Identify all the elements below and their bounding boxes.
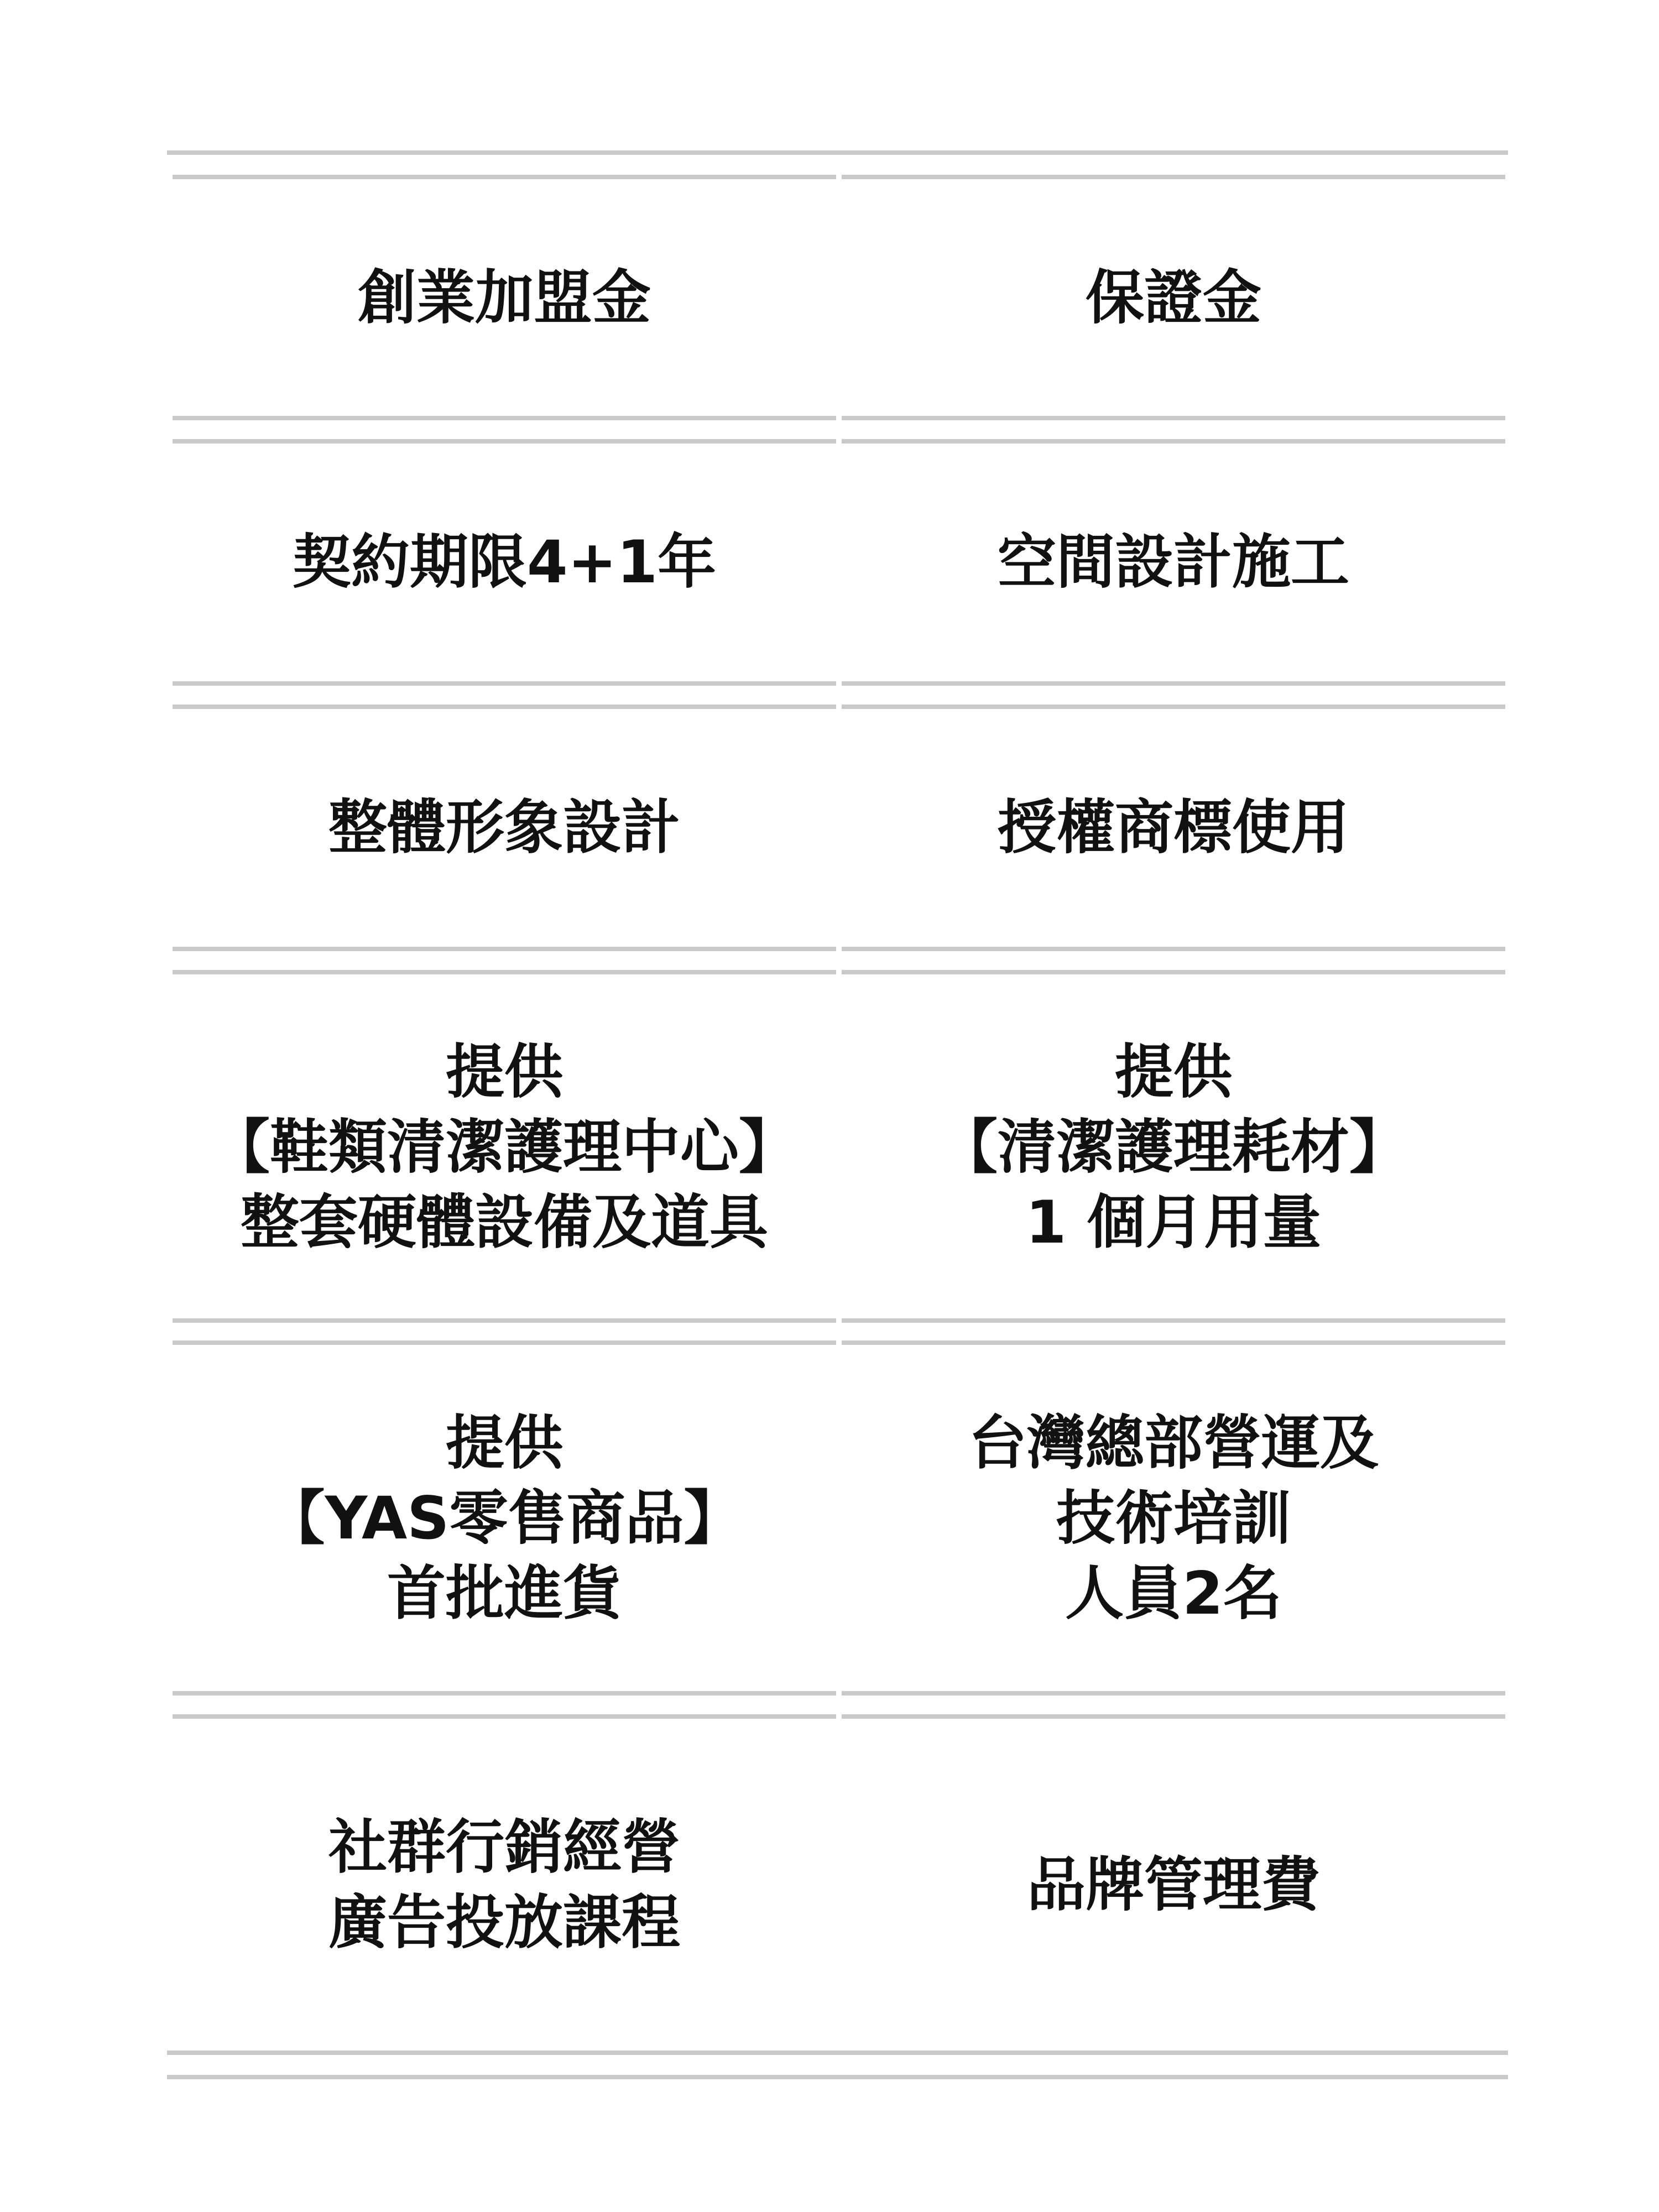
cell-text: 技術培訓 bbox=[1056, 1484, 1291, 1552]
row-divider bbox=[173, 416, 836, 420]
row-divider bbox=[842, 1340, 1505, 1345]
row-divider bbox=[842, 1691, 1505, 1695]
row-divider bbox=[842, 1318, 1505, 1323]
row-divider bbox=[842, 705, 1505, 709]
row-divider bbox=[173, 439, 836, 444]
cell-text: 社群行銷經營 bbox=[328, 1813, 680, 1881]
cell-text: 空間設計施工 bbox=[998, 528, 1349, 596]
cell-text: 整體形象設計 bbox=[328, 794, 680, 862]
table-cell bbox=[173, 709, 836, 947]
cell-text: 提供 bbox=[446, 1038, 563, 1106]
cell-text: 人員2名 bbox=[1065, 1559, 1282, 1627]
cell-text: 創業加盟金 bbox=[358, 264, 651, 332]
row-divider bbox=[842, 681, 1505, 686]
cell-text: 【YAS零售商品】 bbox=[266, 1484, 743, 1552]
table-cell bbox=[842, 1719, 1505, 2052]
cell-text: 【清潔護理耗材】 bbox=[939, 1113, 1408, 1181]
cell-text: 台灣總部營運及 bbox=[968, 1409, 1379, 1477]
row-divider bbox=[173, 970, 836, 974]
table-cell bbox=[173, 1345, 836, 1692]
cell-text: 廣告投放課程 bbox=[328, 1888, 680, 1957]
row-divider bbox=[173, 1318, 836, 1323]
row-divider bbox=[173, 1714, 836, 1719]
table-bottom-rule bbox=[167, 2075, 1508, 2079]
cell-text: 首批進貨 bbox=[387, 1559, 622, 1627]
table-cell bbox=[842, 974, 1505, 1321]
table-cell bbox=[173, 1719, 836, 2052]
table-cell bbox=[842, 1345, 1505, 1692]
row-divider bbox=[173, 1340, 836, 1345]
row-divider bbox=[842, 947, 1505, 951]
cell-text: 整套硬體設備及道具 bbox=[241, 1188, 768, 1256]
row-divider bbox=[173, 705, 836, 709]
table-cell bbox=[842, 444, 1505, 681]
row-divider bbox=[842, 175, 1505, 179]
row-divider bbox=[842, 416, 1505, 420]
table-cell bbox=[842, 179, 1505, 417]
row-divider bbox=[173, 947, 836, 951]
row-divider bbox=[173, 1691, 836, 1695]
cell-text: 【鞋類清潔護理中心】 bbox=[211, 1113, 797, 1181]
row-divider bbox=[173, 175, 836, 179]
table-top-rule bbox=[167, 150, 1508, 155]
row-divider bbox=[842, 970, 1505, 974]
row-divider bbox=[173, 681, 836, 686]
cell-text: 保證金 bbox=[1086, 264, 1261, 332]
row-divider bbox=[842, 439, 1505, 444]
cell-text: 1 個月用量 bbox=[1025, 1188, 1322, 1256]
table-cell bbox=[173, 974, 836, 1321]
cell-text: 授權商標使用 bbox=[998, 794, 1349, 862]
cell-text: 契約期限4+1年 bbox=[292, 528, 717, 596]
table-cell bbox=[173, 444, 836, 681]
table-cell bbox=[173, 179, 836, 417]
cell-text: 提供 bbox=[1115, 1038, 1232, 1106]
cell-text: 品牌管理費 bbox=[1027, 1851, 1320, 1919]
table-cell bbox=[842, 709, 1505, 947]
table-bottom-rule bbox=[167, 2051, 1508, 2055]
cell-text: 提供 bbox=[446, 1409, 563, 1477]
row-divider bbox=[842, 1714, 1505, 1719]
